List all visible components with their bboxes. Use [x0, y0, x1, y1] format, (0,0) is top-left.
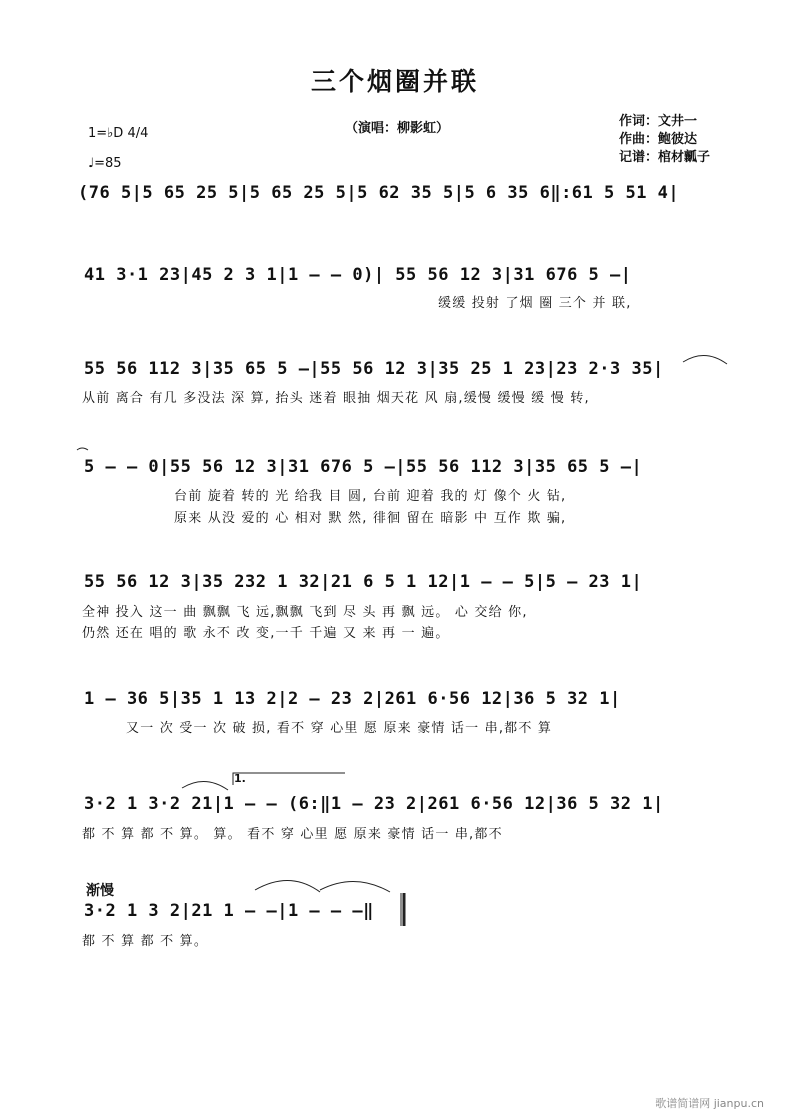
notation-line-6: 1 – 36 5|35 1 13 2|2 – 23 2|261 6·56 12|36 5 32 1|	[84, 689, 621, 709]
lyric-line: 又一 次 受一 次 破 损, 看不 穿 心里 愿 原来 豪情 话一 串,都不 算	[126, 721, 553, 736]
lyric-line: 仍然 还在 唱的 歌 永不 改 变,一千 千遍 又 来 再 一 遍。	[82, 626, 450, 641]
lyricist-credit: 作词：文井一	[619, 114, 698, 129]
tie-curve	[77, 448, 88, 450]
tie-curve	[255, 880, 320, 892]
notation-line-3: 55 56 112 3|35 65 5 –|55 56 12 3|35 25 1 23|23 2·3 35|	[84, 359, 664, 379]
lyric-line: 全神 投入 这一 曲 飘飘 飞 远,飘飘 飞到 尽 头 再 飘 远。 心 交给 你,	[82, 605, 528, 620]
lyric-line: 原来 从没 爱的 心 相对 默 然, 徘徊 留在 暗影 中 互作 欺 骗,	[174, 511, 567, 526]
lyric-line: 都 不 算 都 不 算。	[82, 934, 209, 949]
notation-line-4: 5 – – 0|55 56 12 3|31 676 5 –|55 56 112 3|35 65 5 –|	[84, 457, 643, 477]
lyric-line: 台前 旋着 转的 光 给我 目 圆, 台前 迎着 我的 灯 像个 火 钻,	[174, 489, 567, 504]
lyric-line: 缓缓 投射 了烟 圈 三个 并 联,	[438, 296, 632, 311]
notation-line-8: 3·2 1 3 2|21 1 – –|1 – – –‖	[84, 901, 374, 921]
tempo-marking: ♩=85	[88, 156, 122, 171]
transcriber-credit: 记谱：棺材瓤子	[619, 150, 711, 165]
notation-line-5: 55 56 12 3|35 232 1 32|21 6 5 1 12|1 – – 5|5 – 23 1|	[84, 572, 643, 592]
lyric-line: 都 不 算 都 不 算。 算。 看不 穿 心里 愿 原来 豪情 话一 串,都不	[82, 827, 503, 842]
tempo-change: 渐慢	[86, 883, 114, 899]
tie-curve	[320, 881, 390, 892]
lyric-line: 从前 离合 有几 多没法 深 算, 抬头 迷着 眼抽 烟天花 风 扇,缓慢 缓慢 缓 慢 转,	[82, 391, 590, 406]
tie-curve	[182, 781, 228, 790]
notation-line-7: 3·2 1 3·2 21|1 – – (6:‖1 – 23 2|261 6·56 12|36 5 32 1|	[84, 794, 664, 814]
key-signature: 1=♭D 4/4	[88, 126, 149, 141]
composer-credit: 作曲：鲍彼达	[619, 132, 698, 147]
song-title: 三个烟圈并联	[310, 67, 479, 96]
performer-credit: （演唱：柳影虹）	[345, 121, 450, 136]
tie-curve	[683, 355, 727, 364]
notation-line-1: (76 5|5 65 25 5|5 65 25 5|5 62 35 5|5 6 35 6‖:61 5 51 4|	[78, 183, 680, 203]
site-watermark: 歌谱简谱网 jianpu.cn	[655, 1097, 764, 1110]
volta-bracket	[233, 773, 345, 785]
notation-line-2: 41 3·1 23|45 2 3 1|1 – – 0)| 55 56 12 3|31 676 5 –|	[84, 265, 632, 285]
volta-label: 1.	[234, 772, 246, 785]
